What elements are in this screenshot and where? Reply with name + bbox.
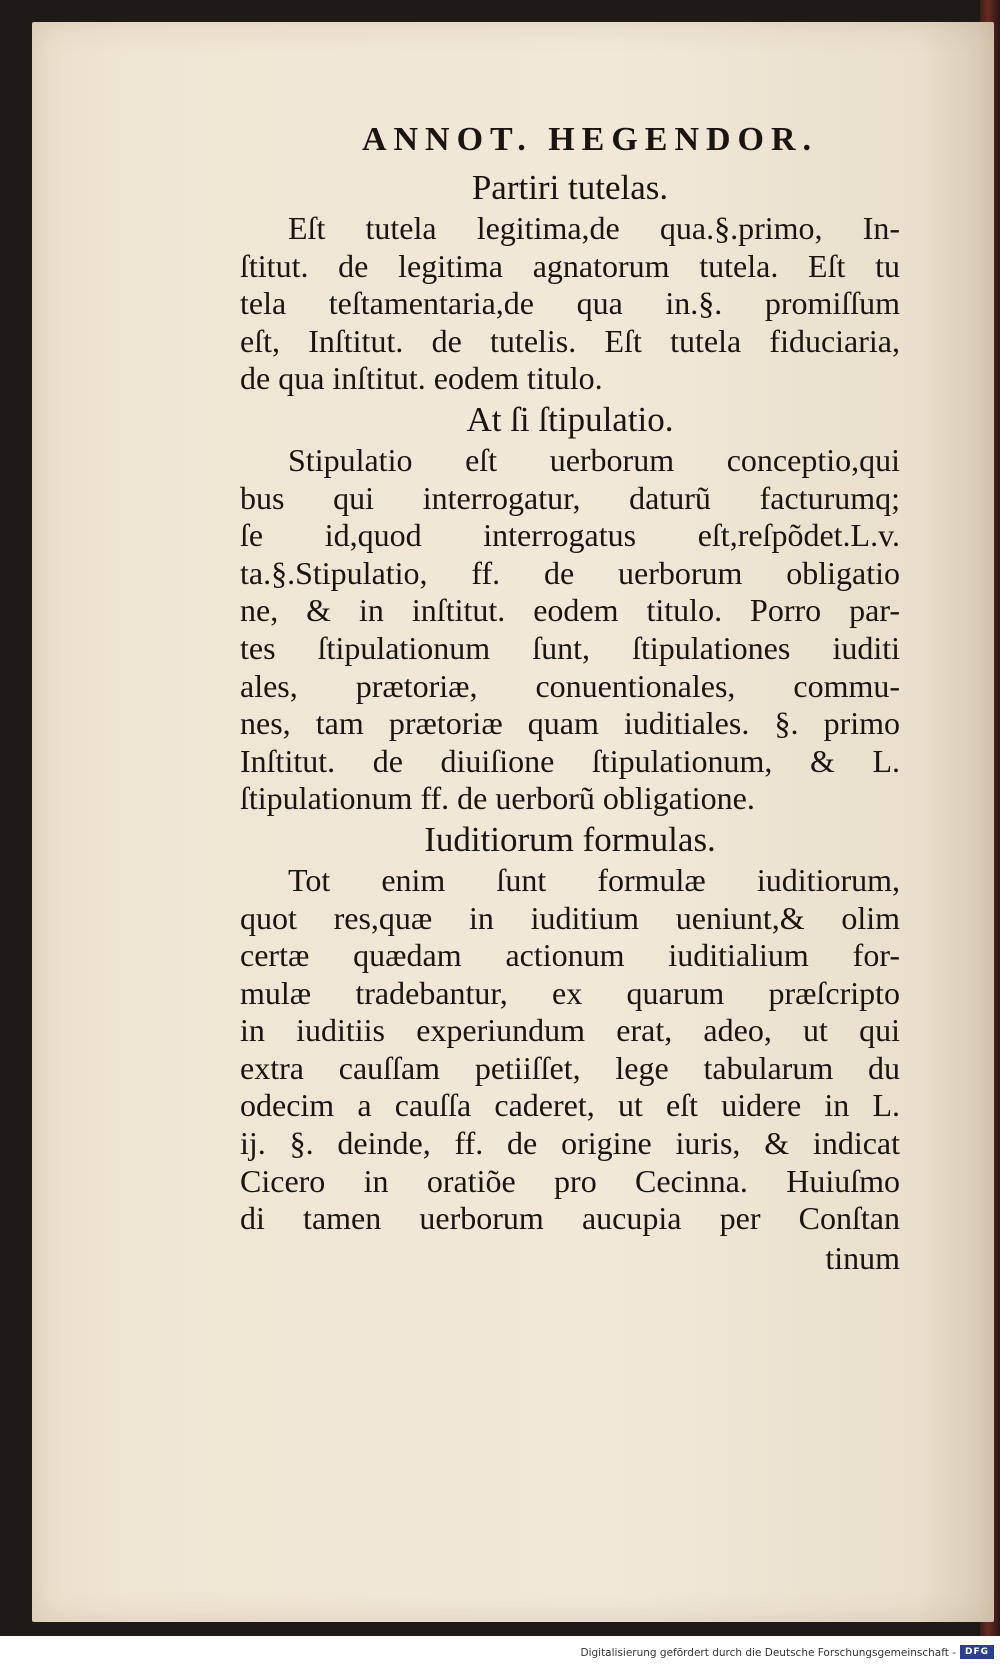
text-line: Inſtitut. de diuiſione ſtipulationum, & L. bbox=[240, 742, 900, 779]
section-partiri-tutelas bbox=[240, 166, 900, 398]
catchword: tinum bbox=[825, 1239, 900, 1276]
section-heading: Partiri tutelas. bbox=[471, 168, 669, 207]
text-line: ſe id,quod interrogatus eſt,reſpõdet.L.v. bbox=[240, 517, 900, 554]
paragraph bbox=[240, 862, 900, 1238]
text-line: ales, prætoriæ, conuentionales, commu- bbox=[240, 667, 900, 704]
dfg-logo: DFG bbox=[960, 1645, 994, 1659]
text-line: odecim a cauſſa caderet, ut eſt uidere in L. bbox=[240, 1087, 900, 1124]
text-line: tes ſtipulationum ſunt, ſtipulationes iuditi bbox=[240, 629, 900, 666]
text-line: quot res,quæ in iuditium ueniunt,& olim bbox=[240, 899, 900, 936]
text-line: tela teſtamentaria,de qua in.§. promiſſum bbox=[240, 285, 900, 322]
text-line: Cicero in oratiõe pro Cecinna. Huiuſmo bbox=[240, 1162, 900, 1199]
text-line: nes, tam prætoriæ quam iuditiales. §. primo bbox=[240, 705, 900, 742]
text-line: bus qui interrogatur, daturũ facturumq; bbox=[240, 479, 900, 516]
paragraph bbox=[240, 442, 900, 818]
text-line: mulæ tradebantur, ex quarum præſcripto bbox=[240, 974, 900, 1011]
text-line: Eſt tutela legitima,de qua.§.primo, In- bbox=[288, 210, 900, 246]
paragraph bbox=[240, 210, 900, 398]
text-line: ſtipulationum ff. de uerborũ obligatione. bbox=[240, 780, 755, 817]
text-line: de qua inſtitut. eodem titulo. bbox=[240, 360, 603, 397]
section-iuditiorum-formulas bbox=[240, 818, 900, 1238]
section-at-si-stipulatio bbox=[240, 398, 900, 818]
text-line: eſt, Inſtitut. de tutelis. Eſt tutela fiduciaria, bbox=[240, 322, 900, 359]
text-line: ne, & in inſtitut. eodem titulo. Porro par- bbox=[240, 592, 900, 629]
running-head: ANNOT. HEGENDOR. bbox=[361, 121, 819, 158]
text-line: ſtitut. de legitima agnatorum tutela. Eſt tu bbox=[240, 247, 900, 284]
text-line: extra cauſſam petiiſſet, lege tabularum du bbox=[240, 1049, 900, 1086]
text-line: ta.§.Stipulatio, ff. de uerborum obligatio bbox=[240, 554, 900, 591]
text-line: ij. §. deinde, ff. de origine iuris, & indicat bbox=[240, 1125, 900, 1162]
text-line: in iuditiis experiundum erat, adeo, ut qui bbox=[240, 1012, 900, 1049]
page-text-block bbox=[240, 118, 900, 1278]
text-line: certæ quædam actionum iuditialium for- bbox=[240, 937, 900, 974]
text-line: di tamen uerborum aucupia per Conſtan bbox=[240, 1200, 900, 1237]
text-line: Stipulatio eſt uerborum conceptio,qui bbox=[288, 441, 900, 478]
text-line: Tot enim ſunt formulæ iuditiorum, bbox=[288, 861, 900, 898]
section-heading: At ſi ſtipulatio. bbox=[466, 399, 674, 439]
section-heading: Iuditiorum formulas. bbox=[424, 819, 716, 859]
footer-credit: Digitalisierung gefördert durch die Deutsche Forschungsgemeinschaft - bbox=[580, 1647, 956, 1659]
